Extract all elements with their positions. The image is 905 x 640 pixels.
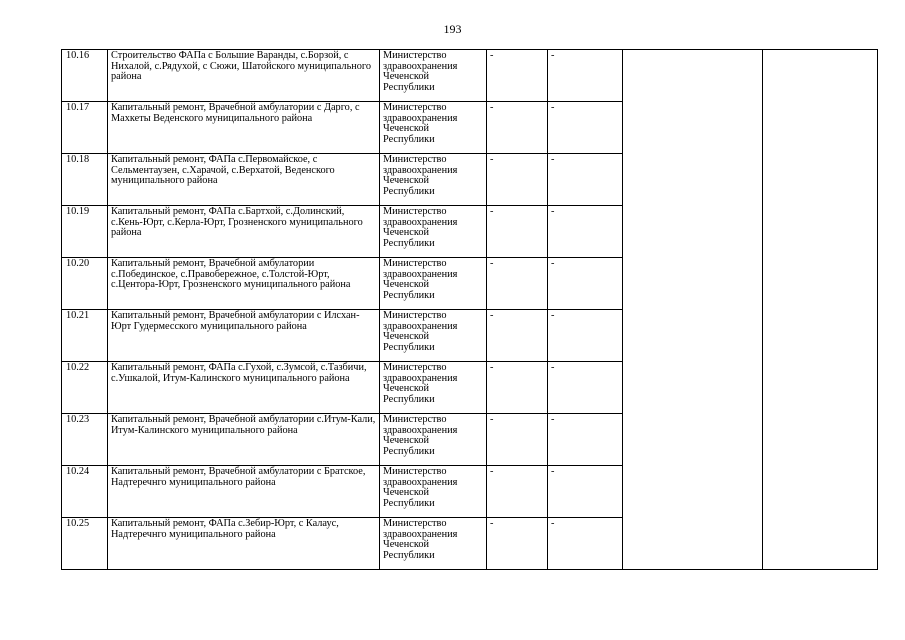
row-title-cell: Капитальный ремонт, Врачебной амбулатории с Дарго, с Махкеты Веденского муниципального района <box>108 102 380 154</box>
row-agency-cell: Министерство здравоохранения Чеченской Республики <box>380 518 487 570</box>
row-number-cell: 10.21 <box>62 310 108 362</box>
row-agency-cell: Министерство здравоохранения Чеченской Республики <box>380 466 487 518</box>
page-number: 193 <box>443 22 462 36</box>
row-value-cell-2: - <box>548 518 623 570</box>
row-number-cell: 10.16 <box>62 50 108 102</box>
row-agency-cell: Министерство здравоохранения Чеченской Республики <box>380 206 487 258</box>
row-value-cell-1: - <box>487 102 548 154</box>
row-value-cell-1: - <box>487 518 548 570</box>
row-title-cell: Капитальный ремонт, Врачебной амбулатории с Илсхан-Юрт Гудермесского муниципального района <box>108 310 380 362</box>
row-title-cell: Капитальный ремонт, Врачебной амбулатории с.Побединское, с.Правобережное, с.Толстой-Юрт, с.Центора-Юрт, Грозненского муниципального района <box>108 258 380 310</box>
row-title-cell: Капитальный ремонт, ФАПа с.Гухой, с.Зумсой, с.Тазбичи, с.Ушкалой, Итум-Калинского муниципального района <box>108 362 380 414</box>
row-number-cell: 10.22 <box>62 362 108 414</box>
row-value-cell-2: - <box>548 310 623 362</box>
row-value-cell-1: - <box>487 206 548 258</box>
row-title-cell: Капитальный ремонт, ФАПа с.Зебир-Юрт, с Калаус, Надтеречнго муниципального района <box>108 518 380 570</box>
row-agency-cell: Министерство здравоохранения Чеченской Республики <box>380 102 487 154</box>
row-agency-cell: Министерство здравоохранения Чеченской Республики <box>380 154 487 206</box>
row-number-cell: 10.18 <box>62 154 108 206</box>
row-agency-cell: Министерство здравоохранения Чеченской Республики <box>380 258 487 310</box>
row-number-cell: 10.20 <box>62 258 108 310</box>
program-table <box>61 49 878 570</box>
row-agency-cell: Министерство здравоохранения Чеченской Республики <box>380 414 487 466</box>
row-value-cell-2: - <box>548 102 623 154</box>
row-value-cell-1: - <box>487 362 548 414</box>
row-value-cell-2: - <box>548 50 623 102</box>
row-title-cell: Капитальный ремонт, Врачебной амбулатории с.Итум-Кали, Итум-Калинского муниципального района <box>108 414 380 466</box>
row-title-cell: Капитальный ремонт, ФАПа с.Первомайское, с Сельментаузен, с.Харачой, с.Верхатой, Веденского муниципального района <box>108 154 380 206</box>
row-title-cell: Капитальный ремонт, ФАПа с.Бартхой, с.Долинский, с.Кень-Юрт, с.Керла-Юрт, Грозненского муниципального района <box>108 206 380 258</box>
row-number-cell: 10.19 <box>62 206 108 258</box>
row-number-cell: 10.17 <box>62 102 108 154</box>
row-value-cell-1: - <box>487 50 548 102</box>
row-value-cell-1: - <box>487 466 548 518</box>
row-value-cell-1: - <box>487 310 548 362</box>
row-value-cell-2: - <box>548 414 623 466</box>
row-value-cell-1: - <box>487 154 548 206</box>
row-value-cell-2: - <box>548 362 623 414</box>
row-value-cell-1: - <box>487 414 548 466</box>
row-number-cell: 10.24 <box>62 466 108 518</box>
table-body <box>62 50 878 570</box>
row-value-cell-2: - <box>548 206 623 258</box>
row-agency-cell: Министерство здравоохранения Чеченской Республики <box>380 362 487 414</box>
row-empty-cell-1 <box>623 50 763 570</box>
row-number-cell: 10.25 <box>62 518 108 570</box>
table-row <box>62 50 878 102</box>
row-number-cell: 10.23 <box>62 414 108 466</box>
row-title-cell: Строительство ФАПа с Большие Варанды, с.Борзой, с Нихалой, с.Рядухой, с Сюжи, Шатойского муниципального района <box>108 50 380 102</box>
row-title-cell: Капитальный ремонт, Врачебной амбулатории с Братское, Надтеречнго муниципального района <box>108 466 380 518</box>
row-value-cell-1: - <box>487 258 548 310</box>
row-agency-cell: Министерство здравоохранения Чеченской Республики <box>380 310 487 362</box>
row-value-cell-2: - <box>548 466 623 518</box>
row-value-cell-2: - <box>548 154 623 206</box>
row-empty-cell-2 <box>763 50 878 570</box>
row-value-cell-2: - <box>548 258 623 310</box>
row-agency-cell: Министерство здравоохранения Чеченской Республики <box>380 50 487 102</box>
